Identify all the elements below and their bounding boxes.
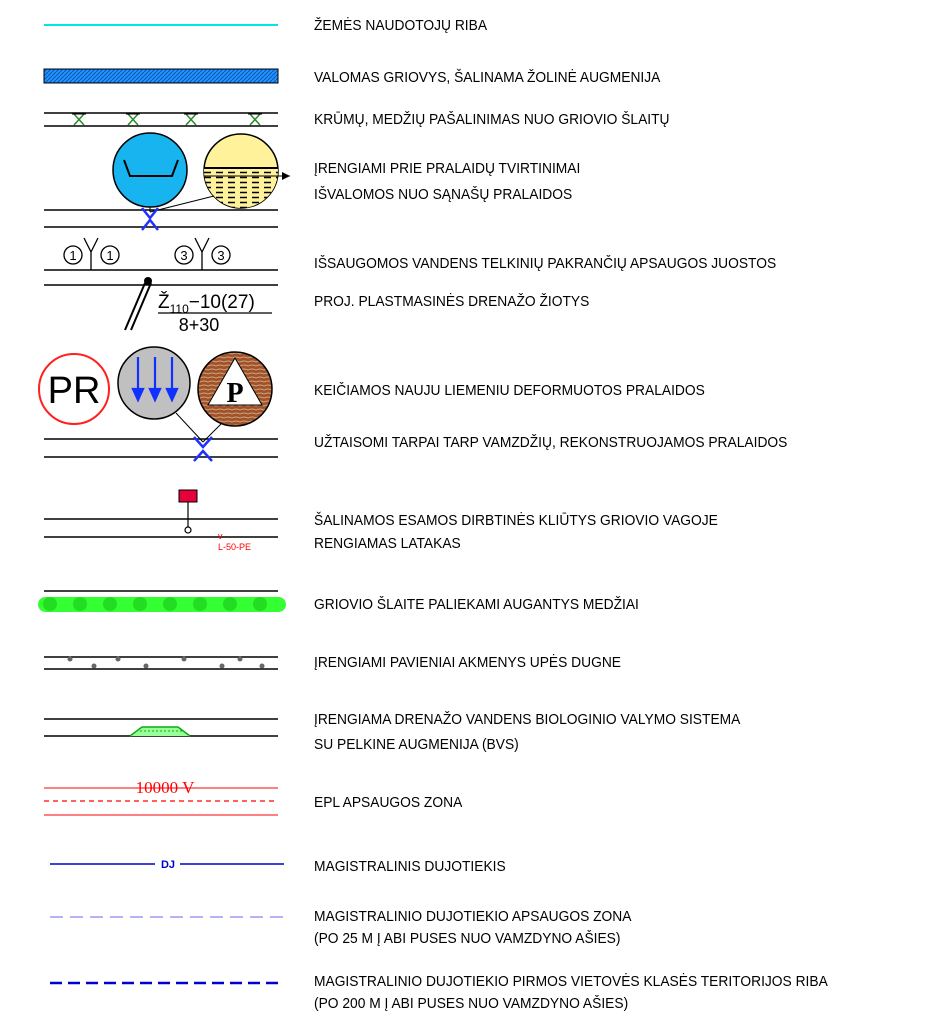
label-bvs-line2: SU PELKINE AUGMENIJA (BVS) — [314, 736, 519, 753]
label-boulders: ĮRENGIAMI PAVIENIAI AKMENYS UPĖS DUGNE — [314, 654, 621, 671]
culvert-replacement-symbol — [39, 347, 278, 461]
bvs-symbol — [44, 719, 278, 736]
pr-label: PR — [47, 370, 101, 412]
cleaned-ditch-symbol — [44, 69, 278, 83]
label-culvert-replacement: KEIČIAMOS NAUJU LIEMENIU DEFORMUOTOS PRALAIDOS — [314, 382, 705, 399]
label-shrub-removal: KRŪMŲ, MEDŽIŲ PAŠALINIMAS NUO GRIOVIO ŠLAITŲ — [314, 111, 670, 128]
obstacle-marker-icon — [179, 490, 197, 502]
chute-label: L-50-PE — [218, 542, 252, 552]
drainage-outlet-symbol — [44, 277, 278, 335]
label-gas-zone-line2: (PO 25 M Į ABI PUSES NUO VAMZDYNO AŠIES) — [314, 930, 621, 947]
label-gap-sealing: UŽTAISOMI TARPAI TARP VAMZDŽIŲ, REKONSTRUOJAMOS PRALAIDOS — [314, 434, 788, 451]
label-first-class-line1: MAGISTRALINIO DUJOTIEKIO PIRMOS VIETOVĖS KLASĖS TERITORIJOS RIBA — [314, 973, 828, 990]
p-label: P — [226, 378, 244, 409]
remaining-trees-symbol — [38, 591, 286, 612]
label-first-class-line2: (PO 200 M Į ABI PUSES NUO VAMZDYNO AŠIES) — [314, 995, 629, 1012]
outlet-label: $Ž_{110}-10(27)$ — [158, 292, 255, 316]
culvert-reinforcement-symbol — [44, 133, 290, 230]
gas-pipeline-label: DJ — [160, 859, 176, 871]
label-obstacle-removal: ŠALINAMOS ESAMOS DIRBTINĖS KLIŪTYS GRIOVIO VAGOJE — [314, 512, 718, 529]
label-culvert-reinforcement: ĮRENGIAMI PRIE PRALAIDŲ TVIRTINIMAI — [314, 160, 581, 177]
outlet-fraction-denominator: 8+30 — [178, 315, 220, 335]
power-line-zone-symbol — [44, 778, 278, 815]
shrub-removal-symbol — [44, 113, 278, 126]
label-remaining-trees: GRIOVIO ŠLAITE PALIEKAMI AUGANTYS MEDŽIAI — [314, 596, 639, 613]
label-cleaned-ditch: VALOMAS GRIOVYS, ŠALINAMA ŽOLINĖ AUGMENIJA — [314, 69, 661, 86]
protection-marker-a1: 1 — [69, 248, 77, 263]
boulders-symbol — [44, 657, 278, 670]
protection-marker-b2: 3 — [217, 248, 225, 263]
power-line-voltage-label: 10000 V — [135, 778, 195, 797]
label-gas-pipeline: MAGISTRALINIS DUJOTIEKIS — [314, 858, 506, 875]
label-bvs-line1: ĮRENGIAMA DRENAŽO VANDENS BIOLOGINIO VALYMO SISTEMA — [314, 711, 741, 728]
protection-marker-b1: 3 — [180, 248, 188, 263]
gas-pipeline-symbol — [50, 859, 284, 871]
label-chute: RENGIAMAS LATAKAS — [314, 535, 461, 552]
label-shore-protection: IŠSAUGOMOS VANDENS TELKINIŲ PAKRANČIŲ APSAUGOS JUOSTOS — [314, 255, 777, 272]
svg-text:v: v — [218, 531, 223, 541]
reinforcement-circle-icon — [113, 133, 187, 207]
label-power-line-zone: EPL APSAUGOS ZONA — [314, 794, 463, 811]
label-land-boundary: ŽEMĖS NAUDOTOJŲ RIBA — [314, 17, 488, 34]
label-gas-zone-line1: MAGISTRALINIO DUJOTIEKIO APSAUGOS ZONA — [314, 908, 632, 925]
label-drainage-outlet: PROJ. PLASTMASINĖS DRENAŽO ŽIOTYS — [314, 293, 590, 310]
label-culvert-cleaning: IŠVALOMOS NUO SĄNAŠŲ PRALAIDOS — [314, 186, 573, 203]
protection-marker-a2: 1 — [106, 248, 114, 263]
shore-protection-strip-symbol — [44, 238, 278, 270]
obstacle-chute-symbol — [44, 490, 278, 552]
